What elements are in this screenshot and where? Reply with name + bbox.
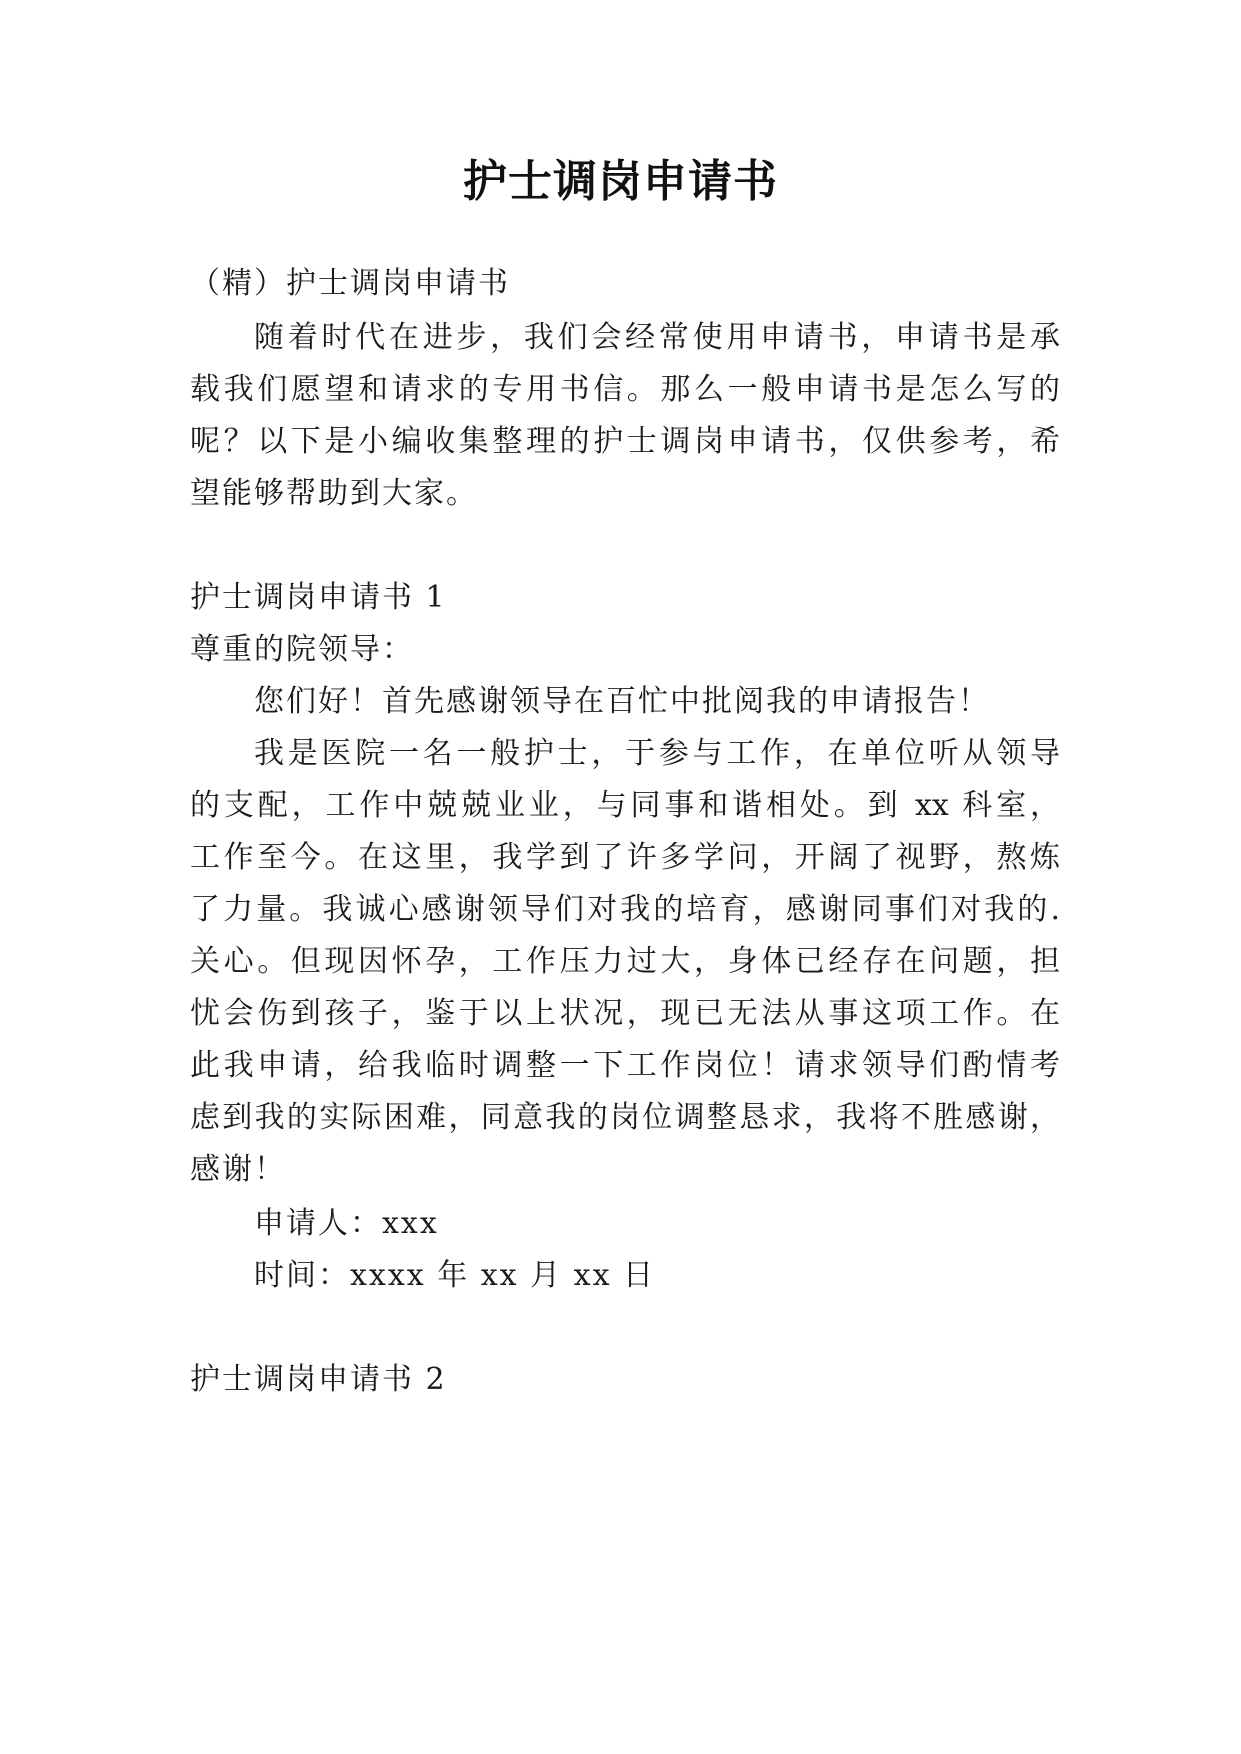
date-line: 时间：xxxx 年 xx 月 xx 日: [254, 1258, 656, 1293]
section-heading-1: 护士调岗申请书 1: [190, 580, 447, 615]
body-line-5: 关心。但现因怀孕，工作压力过大，身体已经存在问题，担: [190, 944, 1060, 979]
section-heading-2: 护士调岗申请书 2: [190, 1362, 447, 1397]
intro-line-1: 随着时代在进步，我们会经常使用申请书，申请书是承: [254, 320, 1060, 355]
body-line-3: 工作至今。在这里，我学到了许多学问，开阔了视野，熬炼: [190, 840, 1060, 875]
body-line-7: 此我申请，给我临时调整一下工作岗位！请求领导们酌情考: [190, 1048, 1060, 1083]
salutation: 尊重的院领导：: [190, 632, 414, 667]
intro-line-3: 呢？以下是小编收集整理的护士调岗申请书，仅供参考，希: [190, 424, 1060, 459]
body-line-4: 了力量。我诚心感谢领导们对我的培育，感谢同事们对我的.: [190, 892, 1060, 927]
document-title: 护士调岗申请书: [463, 156, 778, 207]
body-line-6: 忧会伤到孩子，鉴于以上状况，现已无法从事这项工作。在: [190, 996, 1060, 1031]
applicant-line: 申请人：xxx: [254, 1206, 439, 1241]
greeting-line: 您们好！首先感谢领导在百忙中批阅我的申请报告！: [254, 684, 990, 719]
body-line-8: 虑到我的实际困难，同意我的岗位调整恳求，我将不胜感谢，: [190, 1100, 1060, 1135]
body-line-9: 感谢！: [190, 1152, 286, 1187]
intro-line-2: 载我们愿望和请求的专用书信。那么一般申请书是怎么写的: [190, 372, 1060, 407]
body-line-2: 的支配，工作中兢兢业业，与同事和谐相处。到 xx 科室，: [190, 788, 1060, 823]
intro-line-4: 望能够帮助到大家。: [190, 476, 478, 511]
body-line-1: 我是医院一名一般护士，于参与工作，在单位听从领导: [254, 736, 1060, 771]
subtitle-line: （精）护士调岗申请书: [190, 266, 510, 301]
